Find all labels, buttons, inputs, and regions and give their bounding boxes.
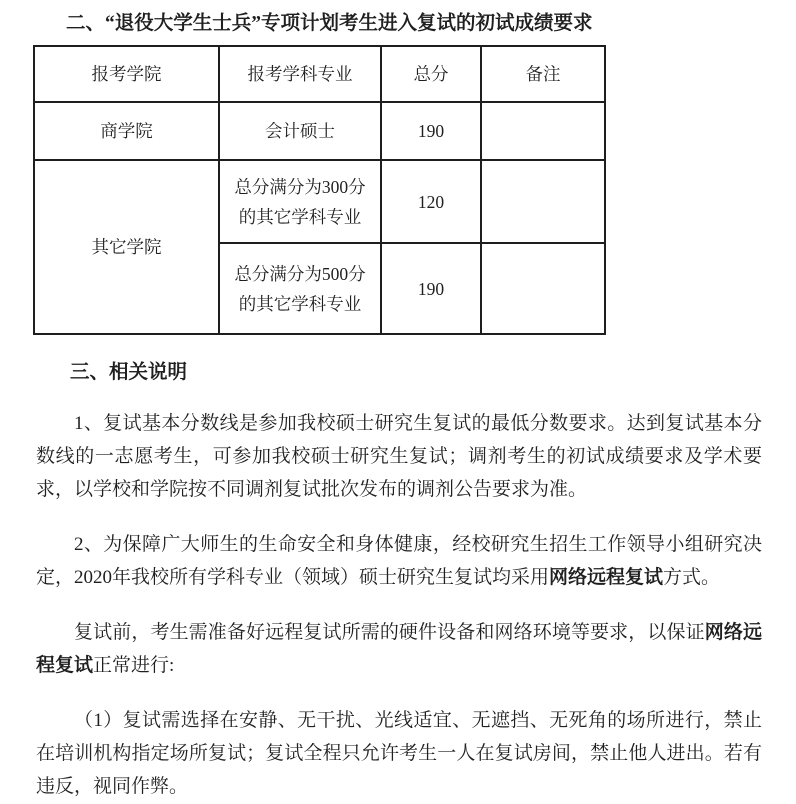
cell-major: 总分满分为500分的其它学科专业	[219, 243, 381, 334]
cell-college-merged: 其它学院	[34, 160, 219, 334]
cell-score: 120	[381, 160, 481, 243]
table-row-business-school	[34, 102, 605, 160]
cell-major: 会计硕士	[219, 102, 381, 160]
paragraph-remote-interview-decision: 2、为保障广大师生的生命安全和身体健康，经校研究生招生工作领导小组研究决定，2020年我校所有学科专业（领域）硕士研究生复试均采用网络远程复试方式。	[36, 534, 762, 588]
section2-title: 二、“退役大学生士兵”专项计划考生进入复试的初试成绩要求	[66, 13, 593, 34]
paragraph-room-requirements: （1）复试需选择在安静、无干扰、光线适宜、无遮挡、无死角的场所进行，禁止在培训机构指定场所复试；复试全程只允许考生一人在复试房间，禁止他人进出。若有违反，视同作弊。	[36, 710, 762, 797]
table-row-other-colleges-300	[34, 160, 605, 243]
paragraph-basic-score-line: 1、复试基本分数线是参加我校硕士研究生复试的最低分数要求。达到复试基本分数线的一志愿考生，可参加我校硕士研究生复试；调剂考生的初试成绩要求及学术要求，以学校和学院按不同调剂复试批次发布的调剂公告要求为准。	[36, 413, 762, 500]
cell-note	[481, 102, 605, 160]
cell-score: 190	[381, 102, 481, 160]
cell-college: 商学院	[34, 102, 219, 160]
header-cell-college: 报考学院	[34, 46, 219, 102]
table-header-row	[34, 46, 605, 102]
header-cell-major: 报考学科专业	[219, 46, 381, 102]
cell-major: 总分满分为300分的其它学科专业	[219, 160, 381, 243]
section3-title: 三、相关说明	[70, 362, 188, 383]
score-requirements-table	[33, 45, 606, 335]
cell-note	[481, 160, 605, 243]
header-cell-total-score: 总分	[381, 46, 481, 102]
paragraph-preparation-requirements: 复试前，考生需准备好远程复试所需的硬件设备和网络环境等要求，以保证网络远程复试正常进行:	[36, 622, 762, 676]
cell-note	[481, 243, 605, 334]
header-cell-note: 备注	[481, 46, 605, 102]
cell-score: 190	[381, 243, 481, 334]
